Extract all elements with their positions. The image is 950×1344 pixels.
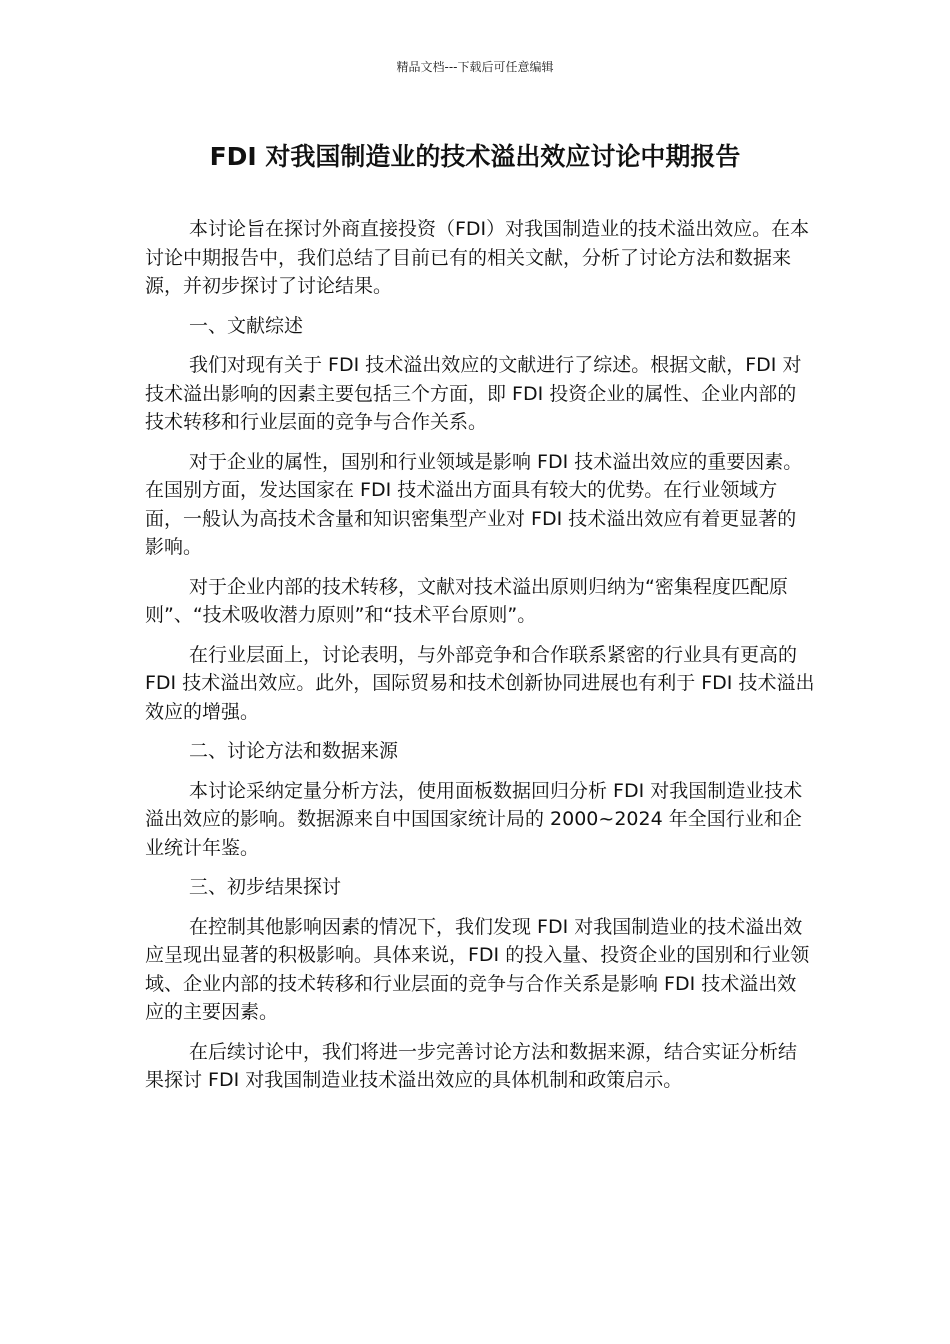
paragraph: 在后续讨论中，我们将进一步完善讨论方法和数据来源，结合实证分析结果探讨 FDI 对我国制造业技术溢出效应的具体机制和政策启示。 [145, 1040, 798, 1091]
paragraph: 我们对现有关于 FDI 技术溢出效应的文献进行了综述。根据文献，FDI 对技术溢出影响的因素主要包括三个方面，即 FDI 投资企业的属性、企业内部的技术转移和行业层面的竞争与合作关系。 [145, 354, 802, 433]
paragraph: 对于企业的属性，国别和行业领域是影响 FDI 技术溢出效应的重要因素。在国别方面，发达国家在 FDI 技术溢出方面具有较大的优势。在行业领域方面，一般认为高技术含量和知识密集型产业对 FDI 技术溢出效应有着更显著的影响。 [145, 450, 803, 558]
section-heading-preliminary-results: 三、初步结果探讨 [189, 876, 342, 898]
section-heading-methods: 二、讨论方法和数据来源 [189, 740, 399, 762]
paragraph: 在行业层面上，讨论表明，与外部竞争和合作联系紧密的行业具有更高的 FDI 技术溢出效应。此外，国际贸易和技术创新协同进展也有利于 FDI 技术溢出效应的增强。 [145, 643, 815, 723]
paragraph: 在控制其他影响因素的情况下，我们发现 FDI 对我国制造业的技术溢出效应呈现出显著的积极影响。具体来说，FDI 的投入量、投资企业的国别和行业领域、企业内部的技术转移和行业层面的竞争与合作关系是影响 FDI 技术溢出效应的主要因素。 [145, 915, 810, 1023]
section-heading-literature-review: 一、文献综述 [189, 314, 304, 337]
document-title: FDI 对我国制造业的技术溢出效应讨论中期报告 [209, 142, 741, 171]
paragraph: 本讨论采纳定量分析方法，使用面板数据回归分析 FDI 对我国制造业技术溢出效应的影响。数据源来自中国国家统计局的 2000~2024 年全国行业和企业统计年鉴。 [145, 779, 803, 859]
paragraph: 对于企业内部的技术转移，文献对技术溢出原则归纳为“密集程度匹配原则”、“技术吸收潜力原则”和“技术平台原则”。 [145, 575, 788, 626]
document-body [145, 215, 815, 1106]
page-header: 精品文档---下载后可任意编辑 [396, 60, 554, 74]
intro-paragraph: 本讨论旨在探讨外商直接投资（FDI）对我国制造业的技术溢出效应。在本讨论中期报告中，我们总结了目前已有的相关文献，分析了讨论方法和数据来源，并初步探讨了讨论结果。 [145, 218, 810, 297]
